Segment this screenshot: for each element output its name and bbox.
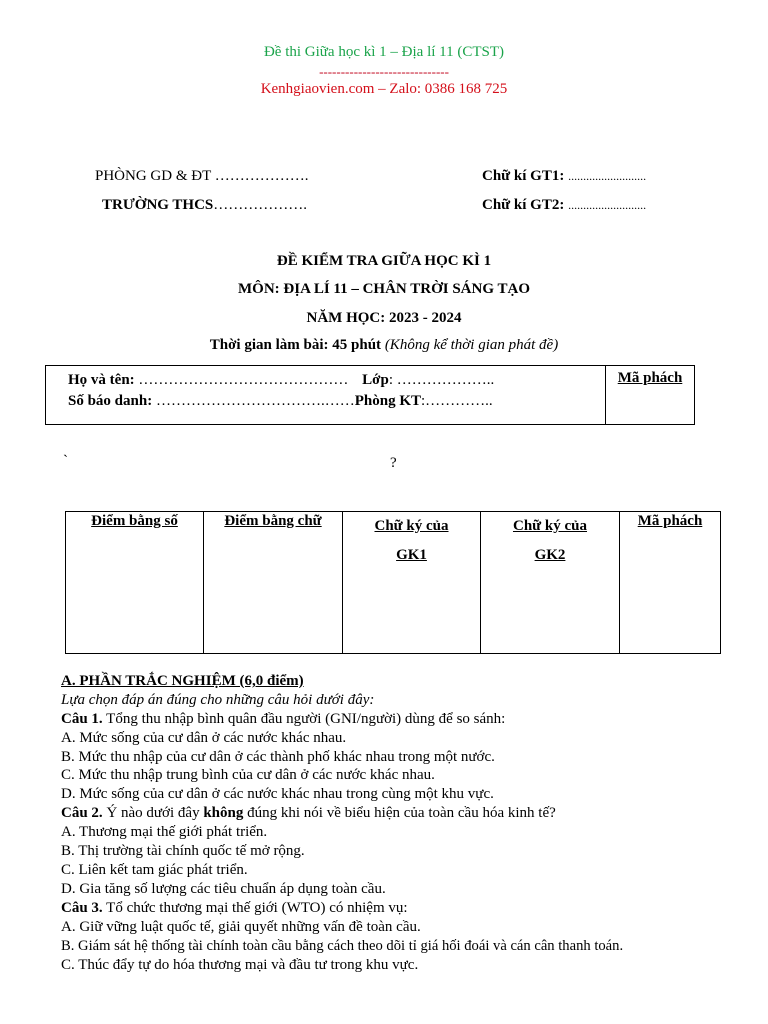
phong-label: PHÒNG GD & ĐT	[95, 168, 211, 184]
doc-header-title: Đề thi Giữa học kì 1 – Địa lí 11 (CTST)	[263, 44, 505, 60]
stray-question: ?	[390, 455, 397, 471]
room-dots: :…………..	[421, 393, 493, 409]
sbd-label: Số báo danh:	[68, 393, 153, 409]
truong-line	[102, 197, 307, 214]
exam-year: NĂM HỌC: 2023 - 2024	[306, 310, 462, 326]
question-label: Câu 3.	[61, 900, 103, 916]
q3-option-b: B. Giám sát hệ thống tài chính toàn cầu bằng cách theo dõi tỉ giá hối đoái và cán cân thanh toán.	[61, 938, 624, 954]
q2-option-c: C. Liên kết tam giác phát triển.	[61, 862, 248, 878]
truong-label: TRƯỜNG THCS	[102, 197, 214, 213]
score-header: Điểm bằng chữ	[224, 513, 322, 529]
q1-option-b: B. Mức thu nhập của cư dân ở các thành phố khác nhau trong một nước.	[61, 749, 495, 765]
gt2-label: Chữ kí GT2:	[482, 197, 565, 213]
student-info-table	[45, 365, 695, 425]
score-header: Mã phách	[637, 513, 703, 529]
section-a-instruction	[61, 692, 374, 709]
q2-option-d: D. Gia tăng số lượng các tiêu chuẩn áp dụng toàn cầu.	[61, 881, 386, 897]
ma-phach-cell	[606, 366, 695, 425]
gt1-line	[482, 168, 646, 185]
phong-line	[95, 168, 308, 185]
question-text-pre: Ý nào dưới đây	[102, 805, 204, 821]
doc-header-dashes: ------------------------------	[319, 64, 449, 79]
score-table	[65, 511, 721, 654]
class-label: Lớp	[362, 372, 389, 388]
question-text: Tổng thu nhập bình quân đầu người (GNI/người) dùng để so sánh:	[102, 711, 506, 727]
question-1	[61, 711, 505, 728]
score-header: Chữ ký của	[374, 518, 449, 534]
exam-time	[0, 337, 768, 354]
exam-time-label: Thời gian làm bài: 45 phút	[209, 337, 382, 353]
question-label: Câu 2.	[61, 805, 103, 821]
gt2-line	[482, 197, 646, 214]
score-col-maphach	[620, 512, 721, 654]
score-header: Chữ ký của	[512, 518, 588, 534]
room-label: Phòng KT	[354, 393, 421, 409]
gt1-dots: ..........................	[568, 169, 647, 183]
name-dots: ……………………………………	[138, 372, 349, 388]
score-subheader: GK2	[534, 547, 566, 563]
gt2-dots: ..........................	[568, 198, 647, 212]
student-info-cell	[46, 366, 606, 425]
doc-header-site: Kenhgiaovien.com – Zalo: 0386 168 725	[260, 81, 508, 97]
name-label: Họ và tên:	[68, 372, 135, 388]
section-a-title: A. PHẦN TRẮC NGHIỆM (6,0 điểm)	[61, 673, 304, 689]
q2-option-a: A. Thương mại thế giới phát triển.	[61, 824, 268, 840]
class-dots: : ………………..	[388, 372, 495, 388]
question-text-post: đúng khi nói về biểu hiện của toàn cầu hóa kinh tế?	[243, 805, 556, 821]
sbd-row	[68, 391, 605, 412]
exam-title: ĐỀ KIỂM TRA GIỮA HỌC KÌ 1	[276, 253, 492, 269]
score-col-words	[204, 512, 343, 654]
question-3	[61, 900, 408, 917]
score-col-gk1	[343, 512, 481, 654]
gt1-label: Chữ kí GT1:	[482, 168, 565, 184]
name-row	[68, 370, 605, 391]
q1-option-a: A. Mức sống của cư dân ở các nước khác nhau.	[61, 730, 347, 746]
exam-subject: MÔN: ĐỊA LÍ 11 – CHÂN TRỜI SÁNG TẠO	[238, 281, 530, 297]
sbd-dots: …………………………….……	[155, 393, 355, 409]
q3-option-a: A. Giữ vững luật quốc tế, giải quyết những vấn đề toàn cầu.	[61, 919, 421, 935]
q2-option-b: B. Thị trường tài chính quốc tế mở rộng.	[61, 843, 305, 859]
ma-phach-label: Mã phách	[617, 370, 683, 386]
question-2	[61, 805, 556, 822]
q1-option-c: C. Mức thu nhập trung bình của cư dân ở các nước khác nhau.	[61, 767, 435, 783]
score-subheader: GK1	[396, 547, 427, 563]
stray-backtick: `	[63, 453, 68, 469]
score-col-gk2	[481, 512, 620, 654]
question-text: Tổ chức thương mại thế giới (WTO) có nhiệm vụ:	[102, 900, 408, 916]
question-label: Câu 1.	[61, 711, 103, 727]
exam-time-note: (Không kể thời gian phát đề)	[384, 337, 559, 353]
truong-dots: ……………….	[213, 197, 308, 213]
q1-option-d: D. Mức sống của cư dân ở các nước khác nhau trong cùng một khu vực.	[61, 786, 494, 802]
score-col-number	[66, 512, 204, 654]
question-text-bold: không	[203, 805, 244, 821]
instruction-text: Lựa chọn đáp án đúng cho những câu hỏi dưới đây:	[61, 692, 375, 708]
q3-option-c: C. Thúc đẩy tự do hóa thương mại và đầu tư trong khu vực.	[61, 957, 419, 973]
phong-dots: ……………….	[214, 168, 309, 184]
score-header: Điểm bằng số	[91, 513, 178, 529]
